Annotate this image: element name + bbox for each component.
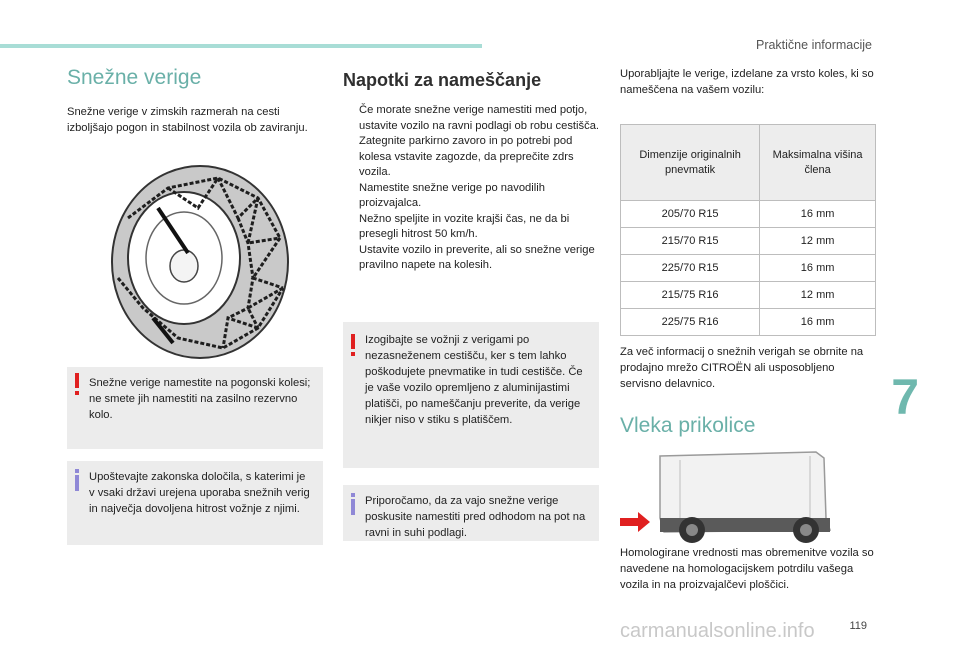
table-cell: 16 mm [760,201,876,228]
table-row [621,228,876,255]
table-cell: 12 mm [760,228,876,255]
header-accent-bar [0,44,482,48]
installation-warning-text: Izogibajte se vožnji z verigami po nezasneženem cestišču, ker s tem lahko poškodujete pnevmatike in tudi cestišče. Če je vaše vozilo opremljeno z aluminijastimi platišči, po nameščanju preverite, da verige nikjer niso v stiku s platiščem. [365,334,583,426]
watermark: carmanualsonline.info [620,620,815,642]
list-item: Nežno speljite in vozite krajši čas, ne da bi presegli hitrost 50 km/h. [359,212,570,240]
warning-icon [351,334,355,356]
table-row [621,309,876,336]
table-cell: 225/75 R16 [621,309,760,336]
table-row [621,201,876,228]
table-row [621,282,876,309]
more-info-text: Za več informacij o snežnih verigah se obrnite na prodajno mrežo CITROËN ali usposobljeno servisno delavnico. [620,346,864,390]
snow-chains-intro: Snežne verige v zimskih razmerah na cesti izboljšajo pogon in stabilnost vozila ob zaviranju. [67,106,308,134]
table-cell: 16 mm [760,255,876,282]
van-towing-illustration [620,448,852,548]
warning-icon [75,373,79,395]
installation-column [343,70,601,274]
installation-title: Napotki za nameščanje [343,70,542,90]
installation-info-box [343,485,599,541]
snow-chains-info-box [67,461,323,545]
towing-text-block [620,545,876,593]
snow-chain-tire-illustration [108,158,292,362]
table-cell: 225/70 R15 [621,255,760,282]
towing-text: Homologirane vrednosti mas obremenitve vozila so navedene na homologacijskem potrdilu vašega vozila in na proizvajalčevi ploščici. [620,547,874,591]
list-item: Ustavite vozilo in preverite, ali so snežne verige pravilno napete na kolesih. [359,243,595,271]
table-cell: 12 mm [760,282,876,309]
tire-chain-table [620,124,876,336]
snow-chains-title: Snežne verige [67,66,202,89]
info-icon [75,469,79,491]
table-cell: 215/70 R15 [621,228,760,255]
table-cell: 215/75 R16 [621,282,760,309]
section-header-title: Praktične informacije [755,38,872,52]
table-row [621,255,876,282]
snow-chains-column [67,66,325,136]
chain-usage-intro: Uporabljajte le verige, izdelane za vrsto koles, ki so nameščena na vašem vozilu: [620,68,874,96]
page-number: 119 [849,620,867,632]
installation-warning-box [343,322,599,468]
towing-title: Vleka prikolice [620,414,756,437]
info-icon [351,493,355,515]
list-item: Če morate snežne verige namestiti med potjo, ustavite vozilo na ravni podlagi ob robu cestišča. [359,104,600,132]
table-cell: 16 mm [760,309,876,336]
table-header-cell: Dimenzije originalnih pnevmatik [621,125,760,201]
chapter-number: 7 [891,369,919,425]
table-header-cell: Maksimalna višina člena [760,125,876,201]
table-header-row [621,125,876,201]
installation-bullet-list [343,103,601,274]
list-item: Zategnite parkirno zavoro in po potrebi pod kolesa vstavite zagozde, da preprečite zdrs vozila. [359,135,574,178]
snow-chains-warning-box [67,367,323,449]
snow-chains-info-text: Upoštevajte zakonska določila, s katerimi je v vsaki državi urejena uporaba snežnih verig in največja dovoljena hitrost vožnje z njimi. [89,471,310,515]
chain-table-column [620,66,876,438]
list-item: Namestite snežne verige po navodilih proizvajalca. [359,181,545,209]
table-cell: 205/70 R15 [621,201,760,228]
snow-chains-warning-text: Snežne verige namestite na pogonski kolesi; ne smete jih namestiti na zasilno rezervno kolo. [89,377,311,421]
installation-info-text: Priporočamo, da za vajo snežne verige poskusite namestiti pred odhodom na pot na ravni in suhi podlagi. [365,495,586,539]
